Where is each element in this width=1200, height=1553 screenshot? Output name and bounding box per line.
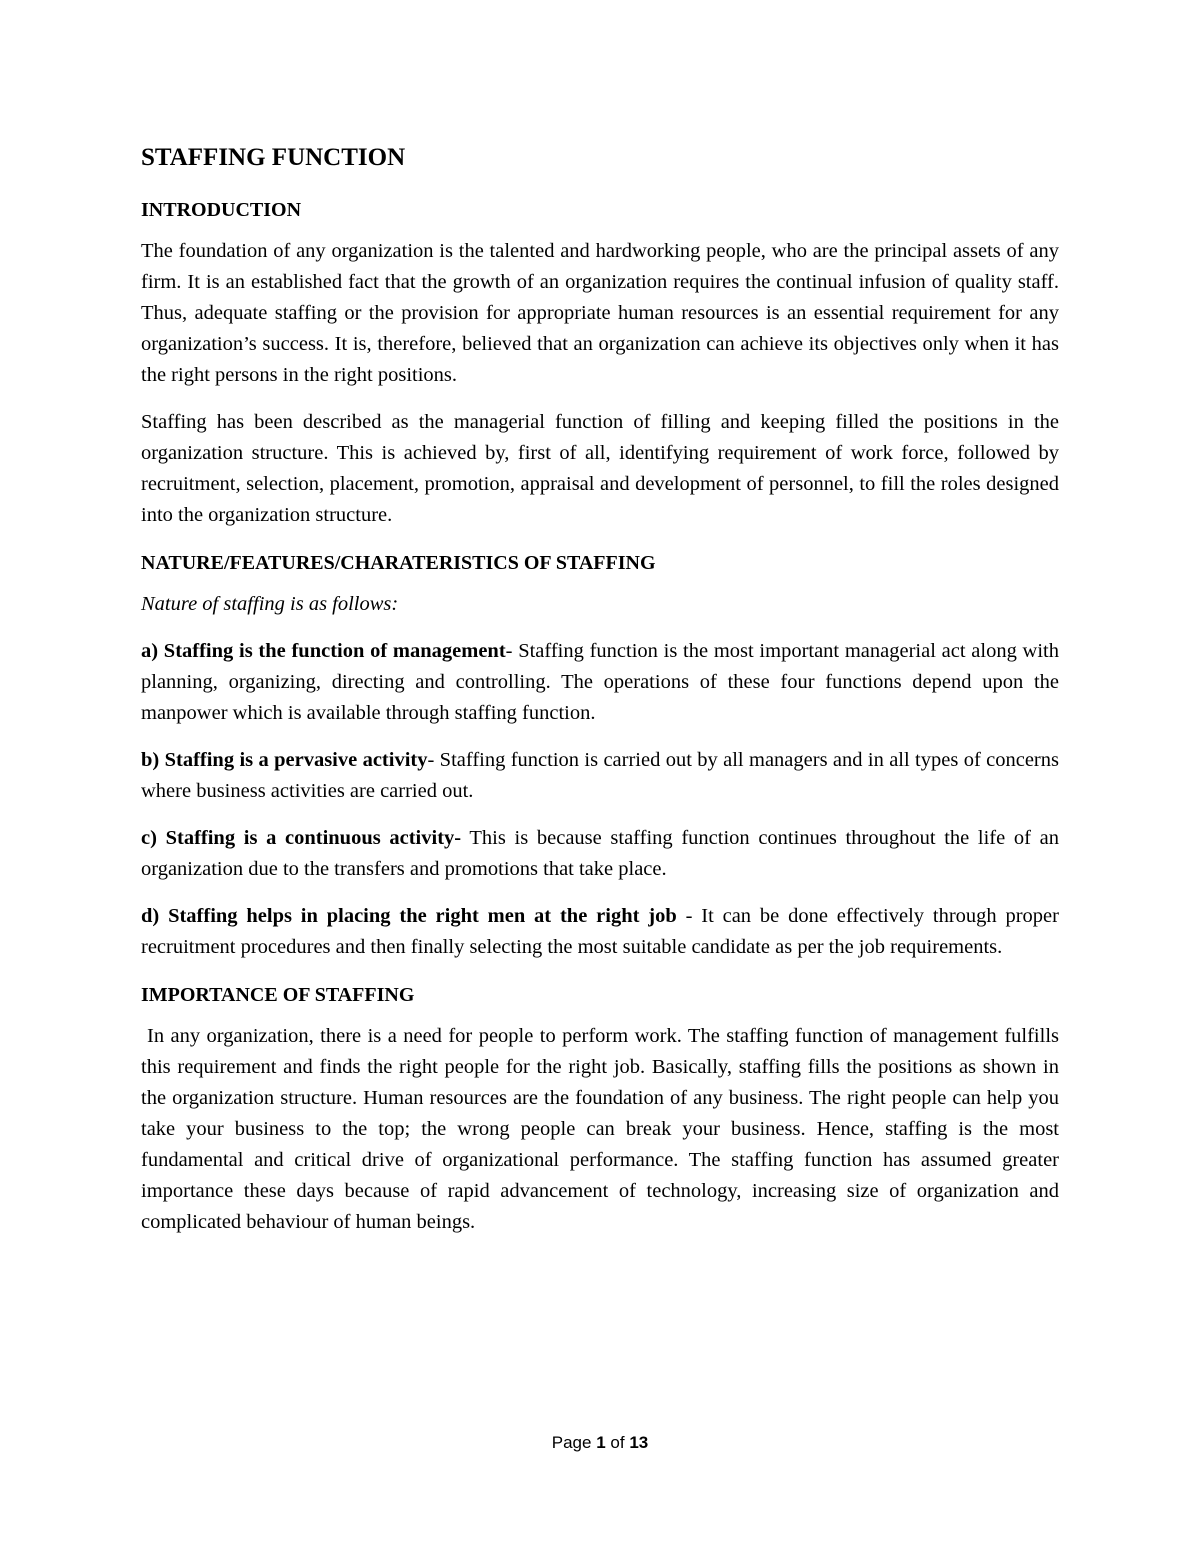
nature-item-c-lead: c) Staffing is a continuous activity- bbox=[141, 827, 462, 849]
footer-current-page: 1 bbox=[596, 1433, 606, 1452]
nature-item-d-lead: d) Staffing helps in placing the right men at the right job bbox=[141, 905, 677, 927]
document-title: STAFFING FUNCTION bbox=[141, 144, 406, 171]
introduction-heading: INTRODUCTION bbox=[141, 199, 302, 221]
nature-intro: Nature of staffing is as follows: bbox=[141, 593, 399, 615]
nature-item-a-lead: a) Staffing is the function of management bbox=[141, 640, 506, 662]
importance-paragraph: In any organization, there is a need for people to perform work. The staffing function of management fulfills this requirement and finds the right people for the right job. Basically, staffing fills the positions as shown in the organization structure. Human resources are the foundation of any business. The right people can help you take your business to the top; the wrong people can break your business. Hence, staffing is the most fundamental and critical drive of organizational performance. The staffing function has assumed greater importance these days because of rapid advancement of technology, increasing size of organization and complicated behaviour of human beings. bbox=[141, 1025, 1059, 1233]
document-body bbox=[141, 140, 1059, 1254]
nature-item-d-text: - It can be done effectively through proper recruitment procedures and then finally selecting the most suitable candidate as per the job requirements. bbox=[141, 905, 1059, 958]
footer-total-pages: 13 bbox=[629, 1433, 649, 1452]
importance-heading: IMPORTANCE OF STAFFING bbox=[141, 984, 415, 1006]
footer-page-word: Page bbox=[551, 1433, 592, 1452]
footer-of-word: of bbox=[610, 1433, 625, 1452]
page-footer bbox=[0, 1433, 1200, 1453]
nature-heading: NATURE/FEATURES/CHARATERISTICS OF STAFFING bbox=[141, 552, 656, 574]
nature-item-a-text: - Staffing function is the most important managerial act along with planning, organizing, directing and controlling. The operations of these four functions depend upon the manpower which is available through staffing function. bbox=[141, 640, 1059, 724]
nature-item-b-text: - Staffing function is carried out by all managers and in all types of concerns where business activities are carried out. bbox=[141, 749, 1059, 802]
nature-item-c-text: This is because staffing function continues throughout the life of an organization due to the transfers and promotions that take place. bbox=[141, 827, 1059, 880]
nature-item-b-lead: b) Staffing is a pervasive activity bbox=[141, 749, 428, 771]
introduction-paragraph-2: Staffing has been described as the managerial function of filling and keeping filled the positions in the organization structure. This is achieved by, first of all, identifying requirement of work force, followed by recruitment, selection, placement, promotion, appraisal and development of personnel, to fill the roles designed into the organization structure. bbox=[141, 411, 1059, 526]
nature-item-a bbox=[141, 636, 1059, 729]
nature-item-b bbox=[141, 745, 1059, 807]
nature-item-d bbox=[141, 901, 1059, 963]
nature-item-c bbox=[141, 823, 1059, 885]
introduction-paragraph-1: The foundation of any organization is the talented and hardworking people, who are the principal assets of any firm. It is an established fact that the growth of an organization requires the continual infusion of quality staff. Thus, adequate staffing or the provision for appropriate human resources is an essential requirement for any organization’s success. It is, therefore, believed that an organization can achieve its objectives only when it has the right persons in the right positions. bbox=[141, 240, 1059, 386]
